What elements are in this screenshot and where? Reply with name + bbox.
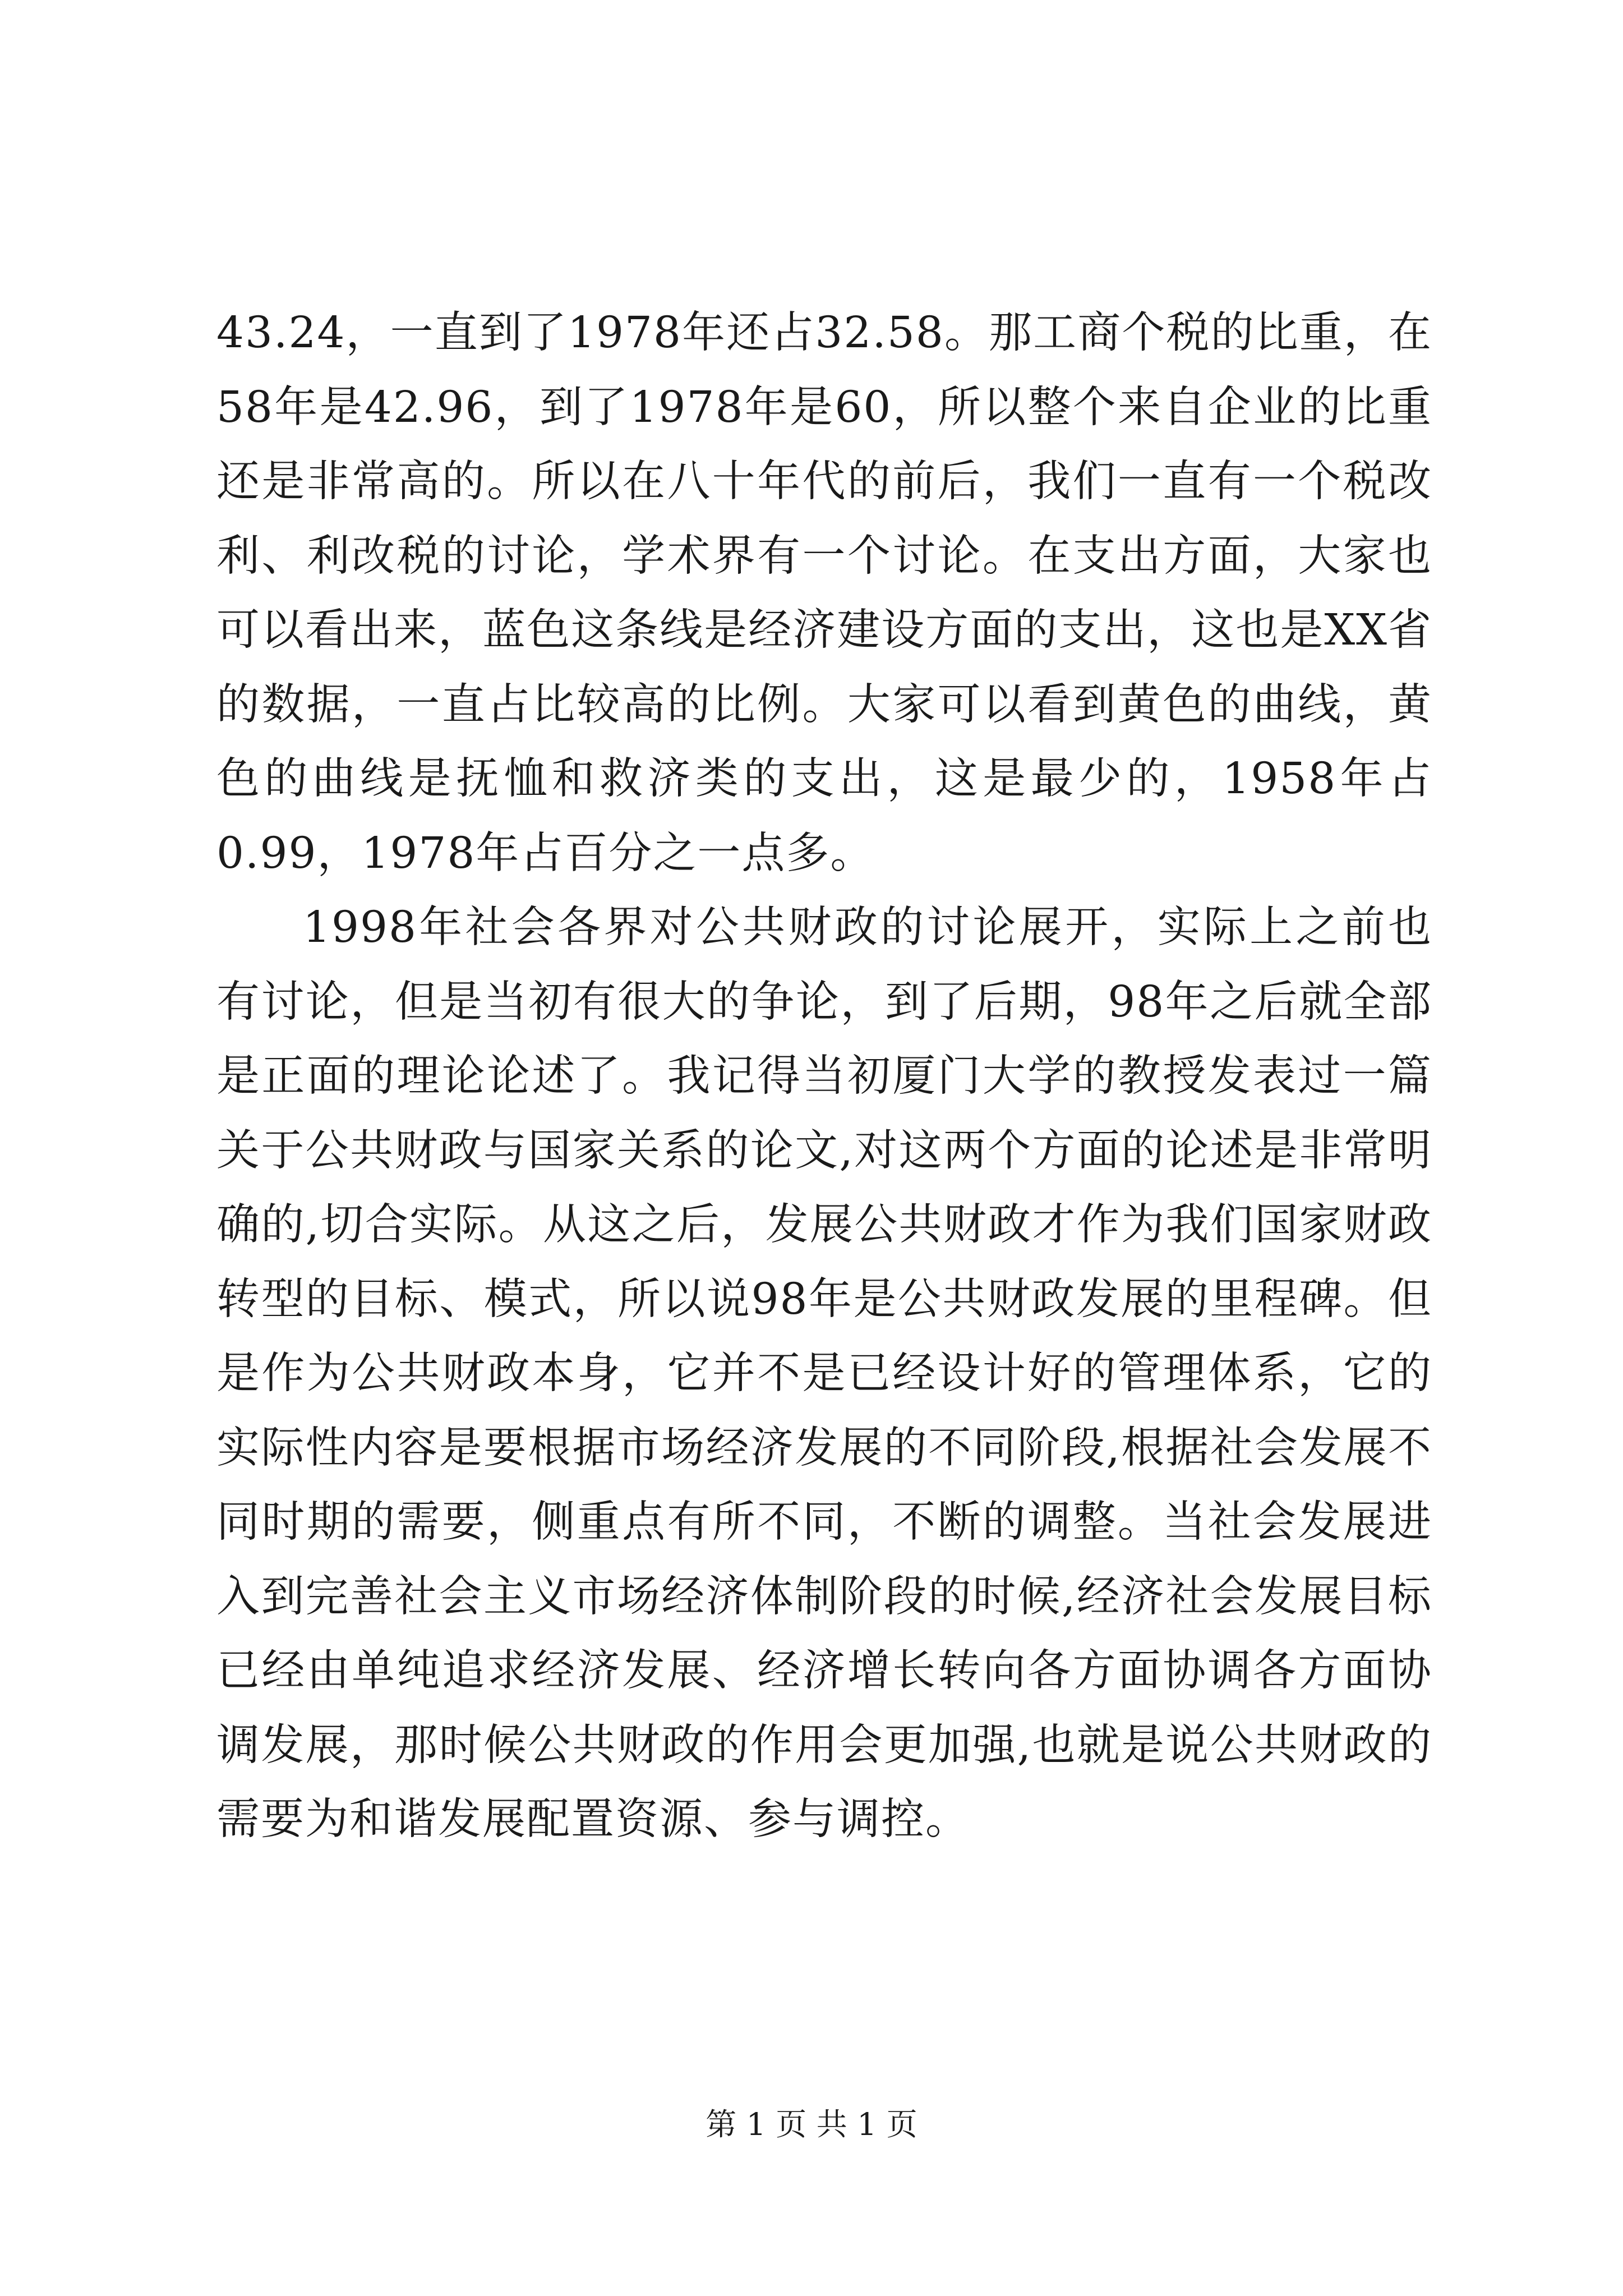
document-body <box>216 296 1432 1857</box>
paragraph-1: 43.24，一直到了1978年还占32.58。那工商个税的比重，在58年是42.96，到了1978年是60，所以整个来自企业的比重还是非常高的。所以在八十年代的前后，我们一直有一个税改利、利改税的讨论，学术界有一个讨论。在支出方面，大家也可以看出来，蓝色这条线是经济建设方面的支出，这也是XX省的数据，一直占比较高的比例。大家可以看到黄色的曲线，黄色的曲线是抚恤和救济类的支出，这是最少的，1958年占0.99，1978年占百分之一点多。 <box>216 308 1432 878</box>
paragraph-2: 1998年社会各界对公共财政的讨论展开，实际上之前也有讨论，但是当初有很大的争论，到了后期，98年之后就全部是正面的理论论述了。我记得当初厦门大学的教授发表过一篇关于公共财政与国家关系的论文,对这两个方面的论述是非常明确的,切合实际。从这之后，发展公共财政才作为我们国家财政转型的目标、模式，所以说98年是公共财政发展的里程碑。但是作为公共财政本身，它并不是已经设计好的管理体系，它的实际性内容是要根据市场经济发展的不同阶段,根据社会发展不同时期的需要，侧重点有所不同，不断的调整。当社会发展进入到完善社会主义市场经济体制阶段的时候,经济社会发展目标已经由单纯追求经济发展、经济增长转向各方面协调各方面协调发展，那时候公共财政的作用会更加强,也就是说公共财政的需要为和谐发展配置资源、参与调控。 <box>216 903 1432 1844</box>
page-number-footer: 第 1 页 共 1 页 <box>706 2106 917 2142</box>
